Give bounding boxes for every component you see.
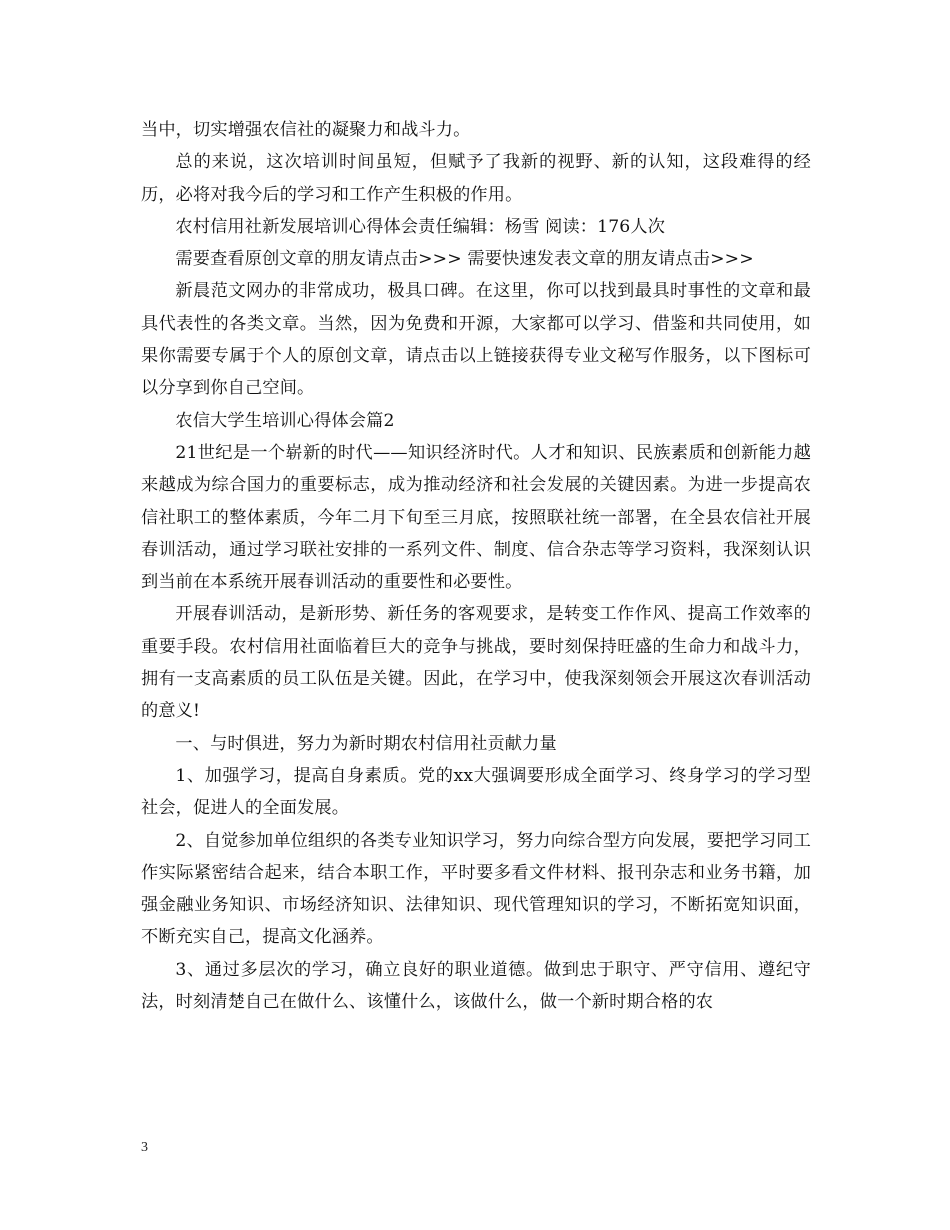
- document-body: [141, 114, 811, 1018]
- heading-section-1: 一、与时俱进，努力为新时期农村信用社贡献力量: [175, 733, 557, 754]
- paragraph-significance: 开展春训活动，是新形势、新任务的客观要求，是转变工作作风、提高工作效率的重要手段。农村信用社面临着巨大的竞争与挑战，要时刻保持旺盛的生命力和战斗力，拥有一支高素质的员工队伍是关键。因此，在学习中，使我深刻领会开展这次春训活动的意义!: [141, 604, 811, 722]
- paragraph-1: 当中，切实增强农信社的凝聚力和战斗力。: [141, 120, 471, 140]
- paragraph-site-intro: 新晨范文网办的非常成功，极具口碑。在这里，你可以找到最具时事性的文章和最具代表性的各类文章。当然，因为免费和开源，大家都可以学习、借鉴和共同使用，如果你需要专属于个人的原创文章，请点击以上链接获得专业文秘写作服务，以下图标可以分享到你自己空间。: [141, 281, 811, 399]
- paragraph-intro: 21世纪是一个崭新的时代——知识经济时代。人才和知识、民族素质和创新能力越来越成为综合国力的重要标志，成为推动经济和社会发展的关键因素。为进一步提高农信社职工的整体素质，今年二月下旬至三月底，按照联社统一部署，在全县农信社开展春训活动，通过学习联社安排的一系列文件、制度、信合杂志等学习资料，我深刻认识到当前在本系统开展春训活动的重要性和必要性。: [141, 442, 811, 593]
- list-item-1: 1、加强学习，提高自身素质。党的xx大强调要形成全面学习、终身学习的学习型社会，促进人的全面发展。: [141, 765, 811, 819]
- paragraph-links[interactable]: 需要查看原创文章的朋友请点击>>> 需要快速发表文章的朋友请点击>>>: [175, 249, 754, 270]
- paragraph-editor-info: 农村信用社新发展培训心得体会责任编辑：杨雪 阅读：176人次: [175, 216, 666, 237]
- page-number: 3: [141, 1140, 148, 1155]
- paragraph-2: 总的来说，这次培训时间虽短，但赋予了我新的视野、新的认知，这段难得的经历，必将对我今后的学习和工作产生积极的作用。: [141, 152, 811, 205]
- list-item-3: 3、通过多层次的学习，确立良好的职业道德。做到忠于职守、严守信用、遵纪守法，时刻清楚自己在做什么、该懂什么，该做什么，做一个新时期合格的农: [141, 959, 811, 1013]
- list-item-2: 2、自觉参加单位组织的各类专业知识学习，努力向综合型方向发展，要把学习同工作实际紧密结合起来，结合本职工作，平时要多看文件材料、报刊杂志和业务书籍，加强金融业务知识、市场经济知识、法律知识、现代管理知识的学习，不断拓宽知识面，不断充实自己，提高文化涵养。: [141, 830, 811, 948]
- section-title: 农信大学生培训心得体会篇2: [175, 410, 395, 431]
